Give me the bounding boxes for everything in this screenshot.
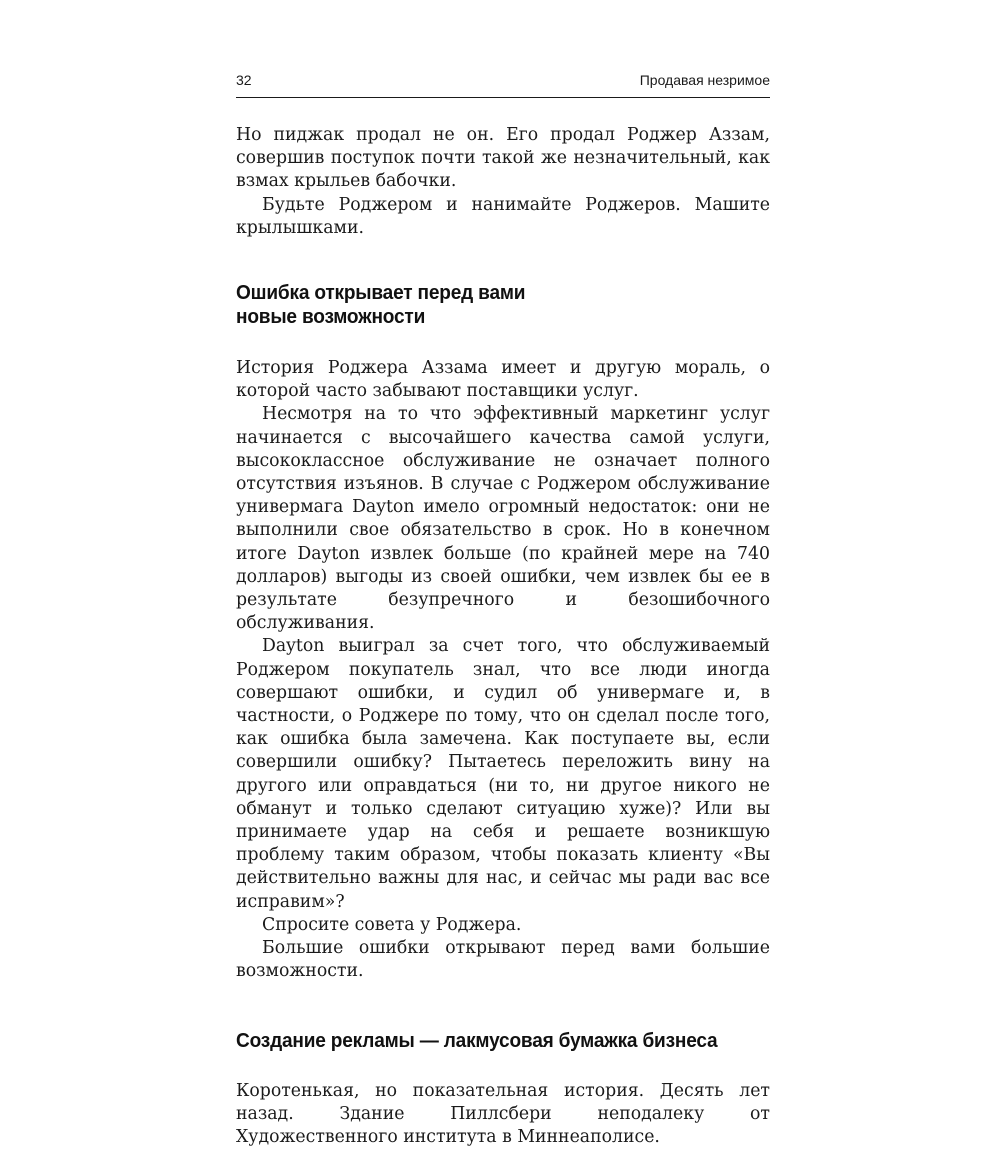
running-header — [236, 72, 770, 94]
paragraph: Спросите совета у Роджера. — [262, 914, 522, 935]
section-heading-line: новые возможности — [236, 304, 426, 328]
paragraph: Но пиджак продал не он. Его продал Роджер Аззам, совершив поступок почти такой же незначительный, как взмах крыльев бабочки. — [236, 125, 770, 192]
running-title: Продавая незримое — [639, 72, 770, 88]
section-heading — [236, 281, 733, 328]
page-body — [236, 124, 770, 1150]
paragraph: История Роджера Аззама имеет и другую мораль, о которой часто забывают поставщики услуг. — [236, 358, 770, 402]
section-heading-line: Ошибка открывает перед вами — [236, 281, 526, 305]
paragraph: Несмотря на то что эффективный маркетинг услуг начинается с высочайшего качества самой услуги, высококлассное обслуживание не означает полного отсутствия изъянов. В случае с Роджером обслуживание универмага Dayton имело огромный недостаток: они не выполнили свое обязательство в срок. Но в конечном итоге Dayton извлек больше (по крайней мере на 740 долларов) выгоды из своей ошибки, чем извлек бы ее в результате безупречного и безошибочного обслуживания. — [236, 404, 770, 634]
paragraph: Большие ошибки открывают перед вами большие возможности. — [236, 938, 770, 982]
header-rule — [236, 97, 770, 98]
page-number: 32 — [236, 72, 252, 88]
paragraph: Dayton выиграл за счет того, что обслуживаемый Роджером покупатель знал, что все люди иногда совершают ошибки, и судил об универмаге и, в частности, о Роджере по тому, что он сделал после того, как ошибка была замечена. Как поступаете вы, если совершили ошибку? Пытаетесь переложить вину на другого или оправдаться (ни то, ни другое никого не обманут и только сделают ситуацию хуже)? Или вы принимаете удар на себя и решаете возникшую проблему таким образом, чтобы показать клиенту «Вы действительно важны для нас, и сейчас мы ради вас все исправим»? — [236, 636, 770, 912]
paragraph: Будьте Роджером и нанимайте Роджеров. Машите крылышками. — [236, 194, 770, 238]
section-heading: Создание рекламы — лакмусовая бумажка бизнеса — [236, 1028, 718, 1052]
paragraph: Коротенькая, но показательная история. Десять лет назад. Здание Пиллсбери неподалеку от Художественного института в Миннеаполисе. — [236, 1081, 770, 1148]
